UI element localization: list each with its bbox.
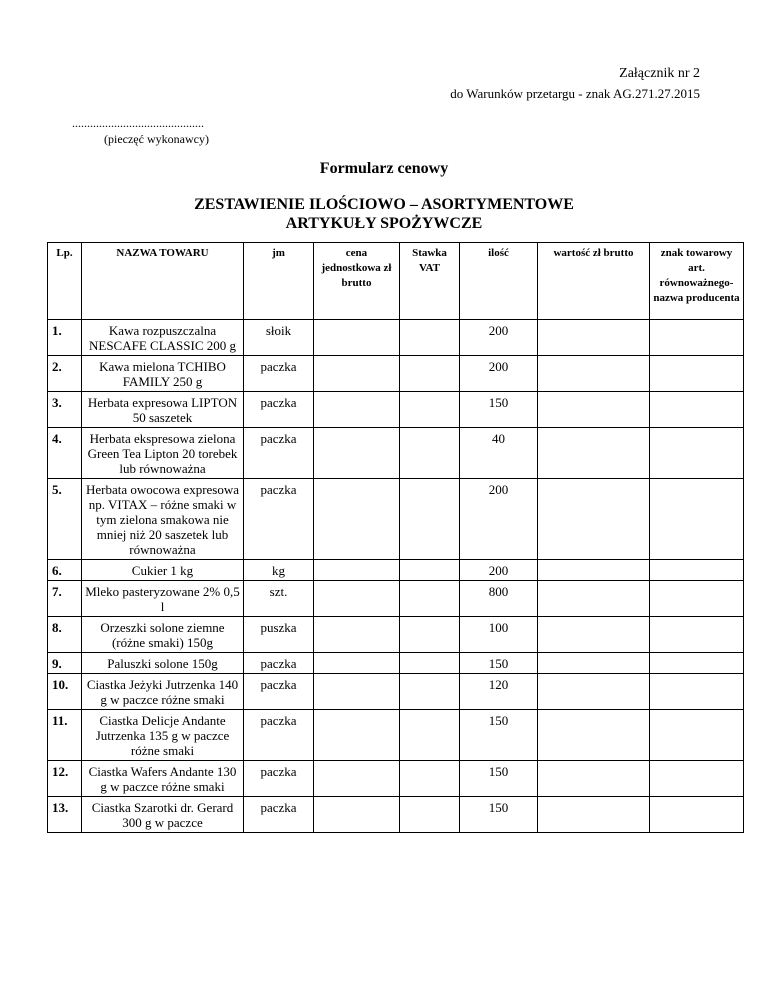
- col-price-header: cena jednostkowa zł brutto: [314, 243, 400, 320]
- price-table: [47, 242, 744, 833]
- row-lp: 10.: [48, 674, 82, 710]
- row-product-name: Ciastka Wafers Andante 130 g w paczce różne smaki: [82, 761, 244, 797]
- row-quantity: 150: [460, 761, 538, 797]
- table-row: [48, 356, 744, 392]
- row-lp: 7.: [48, 581, 82, 617]
- row-unit: paczka: [244, 761, 314, 797]
- row-lp: 13.: [48, 797, 82, 833]
- heading-line-1: ZESTAWIENIE ILOŚCIOWO – ASORTYMENTOWE: [194, 196, 574, 213]
- row-price-input[interactable]: [314, 797, 400, 833]
- row-product-name: Paluszki solone 150g: [82, 653, 244, 674]
- row-quantity: 150: [460, 797, 538, 833]
- row-price-input[interactable]: [314, 581, 400, 617]
- attachment-number: Załącznik nr 2: [619, 66, 700, 81]
- row-product-name: Ciastka Szarotki dr. Gerard 300 g w paczce: [82, 797, 244, 833]
- row-price-input[interactable]: [314, 710, 400, 761]
- row-unit: paczka: [244, 674, 314, 710]
- row-vat-input[interactable]: [400, 674, 460, 710]
- row-product-name: Ciastka Delicje Andante Jutrzenka 135 g w paczce różne smaki: [82, 710, 244, 761]
- row-brand-input[interactable]: [650, 617, 744, 653]
- row-product-name: Herbata owocowa expresowa np. VITAX – różne smaki w tym zielona smakowa nie mniej niż 20 saszetek lub równoważna: [82, 479, 244, 560]
- col-value-header: wartość zł brutto: [538, 243, 650, 320]
- row-product-name: Mleko pasteryzowane 2% 0,5 l: [82, 581, 244, 617]
- table-row: [48, 320, 744, 356]
- row-value-input[interactable]: [538, 356, 650, 392]
- row-quantity: 200: [460, 356, 538, 392]
- row-price-input[interactable]: [314, 560, 400, 581]
- row-price-input[interactable]: [314, 392, 400, 428]
- row-brand-input[interactable]: [650, 479, 744, 560]
- row-price-input[interactable]: [314, 761, 400, 797]
- table-body: [48, 320, 744, 833]
- row-price-input[interactable]: [314, 320, 400, 356]
- row-lp: 11.: [48, 710, 82, 761]
- row-brand-input[interactable]: [650, 653, 744, 674]
- row-unit: paczka: [244, 428, 314, 479]
- row-product-name: Ciastka Jeżyki Jutrzenka 140 g w paczce różne smaki: [82, 674, 244, 710]
- row-vat-input[interactable]: [400, 356, 460, 392]
- row-quantity: 40: [460, 428, 538, 479]
- table-row: [48, 479, 744, 560]
- row-vat-input[interactable]: [400, 797, 460, 833]
- row-brand-input[interactable]: [650, 560, 744, 581]
- attachment-reference: do Warunków przetargu - znak AG.271.27.2015: [450, 86, 700, 101]
- row-vat-input[interactable]: [400, 761, 460, 797]
- table-row: [48, 653, 744, 674]
- row-price-input[interactable]: [314, 479, 400, 560]
- col-qty-header: ilość: [460, 243, 538, 320]
- row-price-input[interactable]: [314, 653, 400, 674]
- row-product-name: Cukier 1 kg: [82, 560, 244, 581]
- row-vat-input[interactable]: [400, 653, 460, 674]
- row-brand-input[interactable]: [650, 797, 744, 833]
- row-vat-input[interactable]: [400, 617, 460, 653]
- row-brand-input[interactable]: [650, 392, 744, 428]
- heading-line-2: ARTYKUŁY SPOŻYWCZE: [285, 215, 483, 232]
- row-brand-input[interactable]: [650, 581, 744, 617]
- stamp-signature-line: ............................................: [72, 116, 204, 130]
- row-value-input[interactable]: [538, 710, 650, 761]
- table-row: [48, 617, 744, 653]
- row-value-input[interactable]: [538, 581, 650, 617]
- row-brand-input[interactable]: [650, 356, 744, 392]
- row-price-input[interactable]: [314, 356, 400, 392]
- table-row: [48, 581, 744, 617]
- row-brand-input[interactable]: [650, 674, 744, 710]
- row-quantity: 150: [460, 710, 538, 761]
- row-unit: paczka: [244, 653, 314, 674]
- row-lp: 12.: [48, 761, 82, 797]
- table-row: [48, 674, 744, 710]
- row-vat-input[interactable]: [400, 560, 460, 581]
- row-value-input[interactable]: [538, 653, 650, 674]
- row-unit: puszka: [244, 617, 314, 653]
- row-unit: paczka: [244, 479, 314, 560]
- row-value-input[interactable]: [538, 797, 650, 833]
- row-lp: 8.: [48, 617, 82, 653]
- row-lp: 4.: [48, 428, 82, 479]
- row-brand-input[interactable]: [650, 428, 744, 479]
- row-lp: 2.: [48, 356, 82, 392]
- table-header-row: [48, 243, 744, 320]
- row-brand-input[interactable]: [650, 320, 744, 356]
- row-brand-input[interactable]: [650, 761, 744, 797]
- table-row: [48, 797, 744, 833]
- row-unit: paczka: [244, 392, 314, 428]
- row-unit: słoik: [244, 320, 314, 356]
- table-row: [48, 428, 744, 479]
- row-quantity: 150: [460, 653, 538, 674]
- stamp-label: (pieczęć wykonawcy): [104, 132, 209, 146]
- row-quantity: 120: [460, 674, 538, 710]
- row-value-input[interactable]: [538, 320, 650, 356]
- row-quantity: 200: [460, 479, 538, 560]
- row-vat-input[interactable]: [400, 428, 460, 479]
- col-brand-header: znak towarowy art. równoważnego-nazwa producenta: [650, 243, 744, 320]
- row-vat-input[interactable]: [400, 320, 460, 356]
- row-price-input[interactable]: [314, 617, 400, 653]
- row-unit: szt.: [244, 581, 314, 617]
- row-unit: paczka: [244, 710, 314, 761]
- col-unit-header: jm: [244, 243, 314, 320]
- row-lp: 3.: [48, 392, 82, 428]
- row-value-input[interactable]: [538, 428, 650, 479]
- row-lp: 6.: [48, 560, 82, 581]
- table-row: [48, 392, 744, 428]
- row-quantity: 200: [460, 320, 538, 356]
- col-name-header: NAZWA TOWARU: [82, 243, 244, 320]
- row-vat-input[interactable]: [400, 479, 460, 560]
- row-product-name: Herbata ekspresowa zielona Green Tea Lipton 20 torebek lub równoważna: [82, 428, 244, 479]
- row-quantity: 100: [460, 617, 538, 653]
- row-quantity: 150: [460, 392, 538, 428]
- form-title: Formularz cenowy: [319, 160, 449, 177]
- row-value-input[interactable]: [538, 761, 650, 797]
- row-value-input[interactable]: [538, 479, 650, 560]
- row-quantity: 800: [460, 581, 538, 617]
- row-vat-input[interactable]: [400, 581, 460, 617]
- row-value-input[interactable]: [538, 392, 650, 428]
- row-lp: 9.: [48, 653, 82, 674]
- row-product-name: Orzeszki solone ziemne (różne smaki) 150g: [82, 617, 244, 653]
- table-row: [48, 710, 744, 761]
- document-heading: [0, 195, 768, 233]
- row-product-name: Kawa mielona TCHIBO FAMILY 250 g: [82, 356, 244, 392]
- row-unit: paczka: [244, 356, 314, 392]
- row-brand-input[interactable]: [650, 710, 744, 761]
- col-vat-header: Stawka VAT: [400, 243, 460, 320]
- col-lp-header: Lp.: [48, 243, 82, 320]
- row-price-input[interactable]: [314, 674, 400, 710]
- row-lp: 1.: [48, 320, 82, 356]
- table-row: [48, 761, 744, 797]
- row-unit: paczka: [244, 797, 314, 833]
- row-price-input[interactable]: [314, 428, 400, 479]
- row-quantity: 200: [460, 560, 538, 581]
- table-row: [48, 560, 744, 581]
- row-product-name: Herbata expresowa LIPTON 50 saszetek: [82, 392, 244, 428]
- row-value-input[interactable]: [538, 617, 650, 653]
- row-vat-input[interactable]: [400, 710, 460, 761]
- row-unit: kg: [244, 560, 314, 581]
- row-value-input[interactable]: [538, 560, 650, 581]
- row-lp: 5.: [48, 479, 82, 560]
- row-product-name: Kawa rozpuszczalna NESCAFE CLASSIC 200 g: [82, 320, 244, 356]
- row-value-input[interactable]: [538, 674, 650, 710]
- row-vat-input[interactable]: [400, 392, 460, 428]
